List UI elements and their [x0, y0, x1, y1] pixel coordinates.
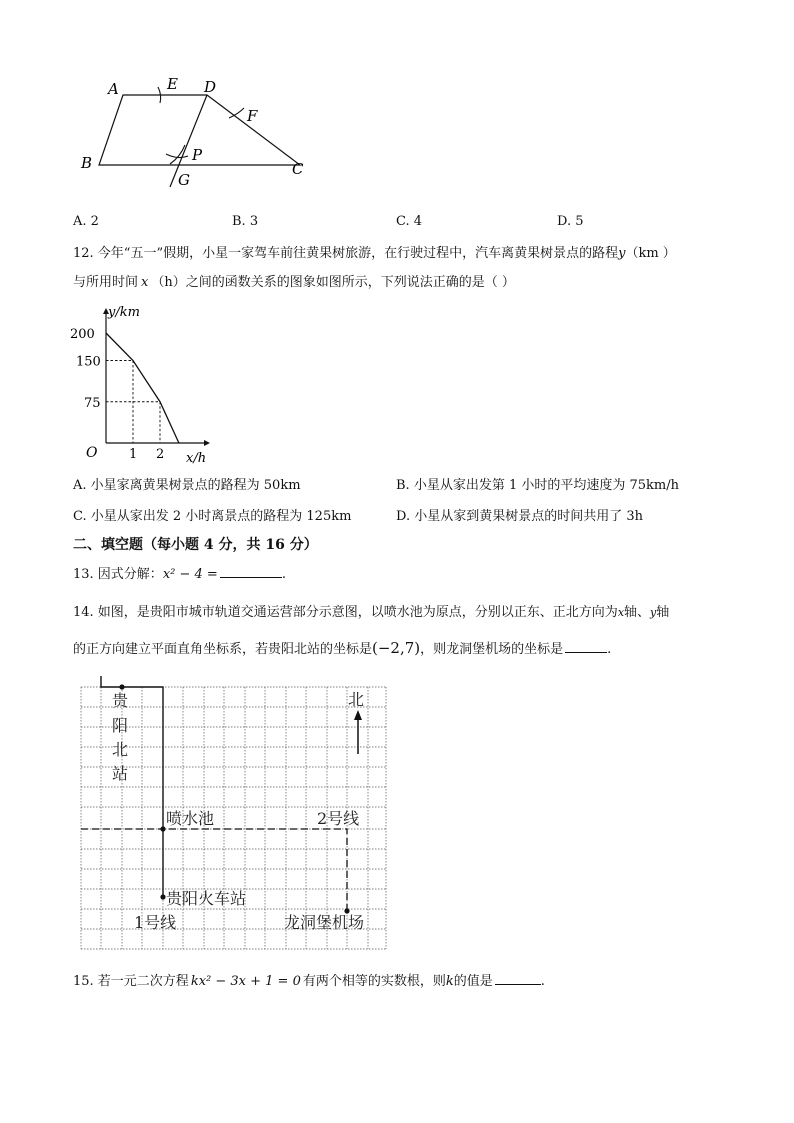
x-tick-1: 1	[129, 447, 138, 462]
label-G: G	[178, 171, 190, 189]
north-station-char-1: 贵	[112, 691, 129, 710]
q12-text-2a: 与所用时间	[73, 275, 139, 290]
north-station-char-2: 阳	[112, 716, 129, 735]
station-fountain	[160, 826, 165, 831]
y-axis-label: y/km	[108, 305, 140, 320]
north-label: 北	[348, 690, 365, 709]
label-E: E	[167, 75, 178, 93]
q14-coord: (−2,7)	[372, 639, 421, 657]
q15	[73, 972, 545, 991]
q11-option-b: B. 3	[232, 214, 259, 229]
series-line	[106, 333, 179, 443]
q14-text-2a: 的正方向建立平面直角坐标系，若贵阳北站的坐标是	[73, 642, 373, 657]
q12-option-d: D. 小星从家到黄果树景点的时间共用了 3h	[396, 509, 644, 524]
line-2-label: 2号线	[317, 809, 360, 828]
q11-option-d: D. 5	[557, 214, 584, 229]
q14-text-1b: 轴、	[624, 605, 651, 620]
q12-line1	[73, 245, 676, 263]
x-axis-label: x/h	[186, 451, 207, 466]
q13-expr: x² − 4 =	[162, 567, 218, 582]
q14-answer-blank[interactable]	[565, 640, 607, 653]
line-1-label: 1号线	[134, 913, 177, 932]
q13	[73, 565, 286, 584]
q14-text-2b: ，则龙洞堡机场的坐标是	[420, 642, 564, 657]
train-station-label: 贵阳火车站	[166, 889, 247, 908]
q12-option-c: C. 小星从家出发 2 小时离景点的路程为 125km	[73, 509, 352, 524]
x-tick-2: 2	[156, 447, 165, 462]
x-axis-arrow-icon	[204, 440, 210, 446]
y-tick-150: 150	[76, 354, 101, 370]
station-north	[119, 684, 124, 689]
fountain-label: 喷水池	[166, 809, 215, 828]
airport-label: 龙洞堡机场	[284, 913, 365, 932]
q12-text-2b: （h）之间的函数关系的图象如图所示，下列说法正确的是（ ）	[151, 275, 515, 290]
q15-text-c: 的值是	[453, 974, 493, 989]
q14-y-axis: y	[650, 606, 657, 619]
q13-text: 13. 因式分解：	[73, 567, 163, 582]
q14-line2	[73, 639, 611, 659]
q12-unit-y: （km ）	[625, 246, 676, 261]
q14-text-1a: 14. 如图，是贵阳市城市轨道交通运营部分示意图，以喷水池为原点，分别以正东、正北方向为	[73, 605, 618, 620]
transit-map	[60, 672, 400, 962]
q12-option-b: B. 小星从家出发第 1 小时的平均速度为 75km/h	[396, 478, 679, 493]
north-station-char-4: 站	[112, 764, 129, 783]
metro-line-1	[101, 676, 163, 897]
label-D: D	[204, 78, 217, 96]
label-P: P	[192, 146, 203, 164]
geometry-figure	[70, 72, 320, 192]
q14-text-1c: 轴	[656, 605, 670, 620]
q15-end: .	[540, 974, 545, 989]
q13-answer-blank[interactable]	[220, 565, 282, 578]
q13-end: .	[281, 567, 286, 582]
q11-option-c: C. 4	[396, 214, 423, 229]
q11-option-a: A. 2	[73, 214, 99, 229]
distance-time-chart	[68, 300, 218, 470]
section-title: 二、填空题（每小题 4 分，共 16 分）	[73, 537, 318, 553]
q12-line2	[73, 274, 515, 292]
north-station-char-3: 北	[112, 740, 129, 759]
y-tick-200: 200	[70, 327, 95, 342]
q12-var-x: x	[141, 275, 149, 290]
q15-k: k	[445, 974, 454, 989]
q15-text-a: 15. 若一元二次方程	[73, 974, 189, 989]
q12-option-a: A. 小星家离黄果树景点的路程为 50km	[73, 478, 301, 493]
q14-line1	[73, 604, 669, 622]
label-A: A	[108, 80, 119, 98]
origin-label: O	[86, 445, 98, 461]
label-B: B	[81, 154, 93, 172]
label-F: F	[247, 107, 258, 125]
q15-answer-blank[interactable]	[495, 972, 541, 985]
q15-text-b: 有两个相等的实数根，则	[302, 974, 446, 989]
q12-var-y: y	[618, 246, 626, 261]
q14-x-axis: x	[617, 606, 625, 619]
q14-end: .	[607, 642, 612, 657]
y-tick-75: 75	[84, 395, 101, 411]
q12-text-1: 12. 今年“五一”假期，小星一家驾车前往黄果树旅游，在行驶过程中，汽车离黄果树景点的路程	[73, 246, 619, 261]
station-train	[160, 894, 165, 899]
label-C: C	[292, 160, 304, 178]
q15-expr: kx² − 3x + 1 = 0	[190, 974, 301, 989]
